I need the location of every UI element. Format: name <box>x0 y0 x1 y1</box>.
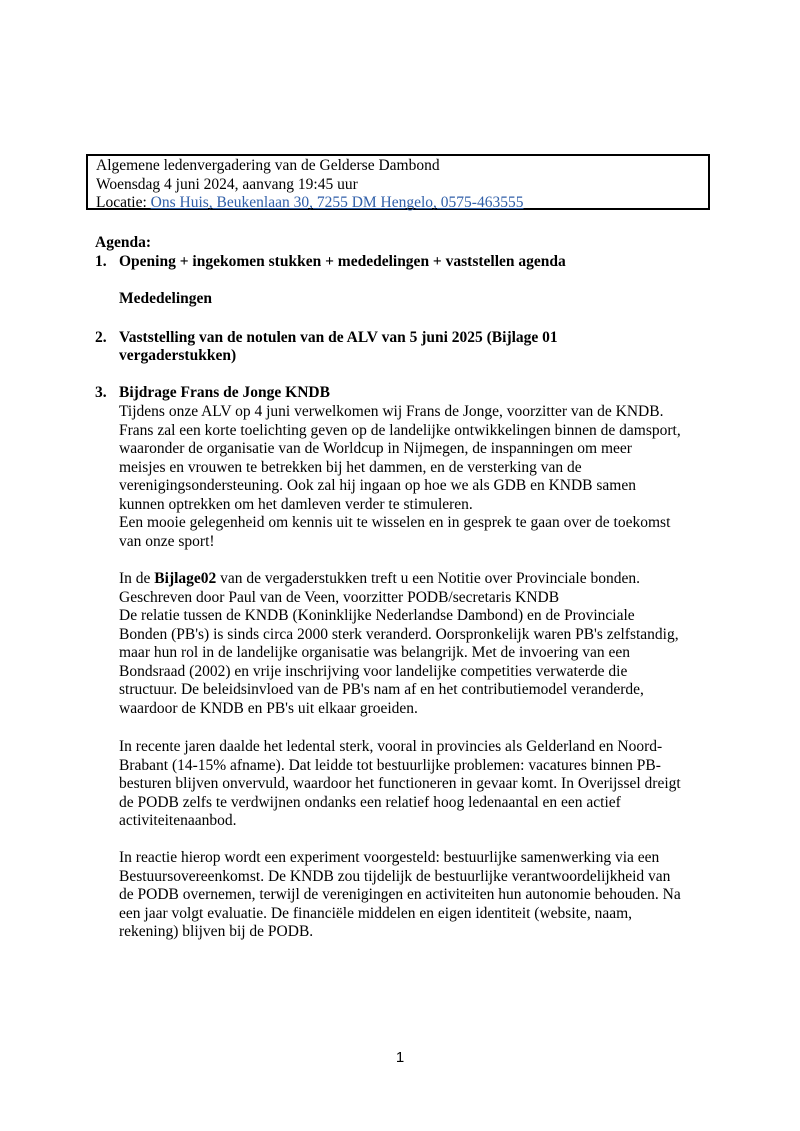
paragraph-line: De relatie tussen de KNDB (Koninklijke Nederlandse Dambond) en de Provinciale <box>119 607 635 624</box>
paragraph-line: Geschreven door Paul van de Veen, voorzitter PODB/secretaris KNDB <box>119 588 560 606</box>
paragraph-line: activiteitenaanbod. <box>119 812 237 829</box>
paragraph-ledental <box>119 738 719 831</box>
agenda-item-2-number: 2. <box>95 329 107 346</box>
paragraph-line: rekening) blijven bij de PODB. <box>119 923 314 940</box>
paragraph-line: kunnen optrekken om het damleven verder te stimuleren. <box>119 495 473 513</box>
agenda-item-1-number: 1. <box>95 253 107 270</box>
bijlage-reference: Bijlage02 <box>154 570 217 587</box>
paragraph-line <box>119 570 719 589</box>
paragraph-experiment <box>119 849 719 942</box>
meeting-location <box>96 194 708 213</box>
paragraph-line: Bonden (PB's) is sinds circa 2000 sterk veranderd. Oorspronkelijk waren PB's zelfstandig, <box>119 625 679 643</box>
meeting-title: Algemene ledenvergadering van de Gelderse Dambond <box>96 157 440 174</box>
paragraph-line: verenigingsondersteuning. Ook zal hij ingaan op hoe we als GDB en KNDB samen <box>119 477 636 494</box>
paragraph-line: Bondsraad (2002) en vrije inschrijving voor landelijke competities verwaterde die <box>119 662 628 680</box>
paragraph-line: de PODB overnemen, terwijl de verenigingen en activiteiten hun autonomie behouden. Na <box>119 886 681 903</box>
agenda-item-3 <box>95 384 330 403</box>
agenda-title: Agenda: <box>95 234 151 251</box>
paragraph-frans-de-jonge <box>119 403 719 551</box>
agenda-item-1-text: Opening + ingekomen stukken + mededelingen + vaststellen agenda <box>119 253 566 270</box>
paragraph-line: Bestuursovereenkomst. De KNDB zou tijdelijk de bestuurlijke verantwoordelijkheid van <box>119 867 671 885</box>
paragraph-line: meisjes en vrouwen te betrekken bij het dammen, en de versterking van de <box>119 458 582 476</box>
location-link[interactable]: Ons Huis, Beukenlaan 30, 7255 DM Hengelo, 0575-463555 <box>150 194 524 211</box>
paragraph-line: Brabant (14-15% afname). Dat leidde tot bestuurlijke problemen: vacatures binnen PB- <box>119 756 661 774</box>
paragraph-line: Tijdens onze ALV op 4 juni verwelkomen wij Frans de Jonge, voorzitter van de KNDB. <box>119 403 664 420</box>
bijlage-suffix: van de vergaderstukken treft u een Notitie over Provinciale bonden. <box>216 570 640 587</box>
paragraph-line: maar hun rol in de landelijke organisatie was belangrijk. Met de invoering van een <box>119 644 631 661</box>
meeting-date: Woensdag 4 juni 2024, aanvang 19:45 uur <box>96 175 358 193</box>
meeting-header-box <box>86 154 710 210</box>
location-label: Locatie: <box>96 194 151 211</box>
paragraph-line: van onze sport! <box>119 532 215 550</box>
agenda-item-3-number: 3. <box>95 384 107 401</box>
paragraph-line: besturen blijven onvervuld, waardoor het functioneren in gevaar komt. In Overijssel dreigt <box>119 775 681 792</box>
page-number: 1 <box>395 1049 405 1066</box>
paragraph-line: waardoor de KNDB en PB's uit elkaar groeiden. <box>119 699 418 717</box>
paragraph-line: Frans zal een korte toelichting geven op de landelijke ontwikkelingen binnen de damsport, <box>119 421 681 439</box>
agenda-item-2 <box>95 329 558 348</box>
agenda-item-3-text: Bijdrage Frans de Jonge KNDB <box>119 384 330 401</box>
bijlage-prefix: In de <box>119 570 155 587</box>
agenda-item-1 <box>95 253 566 272</box>
paragraph-line: een jaar volgt evaluatie. De financiële middelen en eigen identiteit (website, naam, <box>119 904 633 922</box>
agenda-item-2-line1: Vaststelling van de notulen van de ALV van 5 juni 2025 (Bijlage 01 <box>119 329 558 346</box>
paragraph-line: waaronder de organisatie van de Worldcup in Nijmegen, de inspanningen om meer <box>119 440 632 457</box>
paragraph-line: In reactie hierop wordt een experiment voorgesteld: bestuurlijke samenwerking via een <box>119 849 660 866</box>
paragraph-line: Een mooie gelegenheid om kennis uit te wisselen en in gesprek te gaan over de toekomst <box>119 514 671 531</box>
paragraph-line: In recente jaren daalde het ledental sterk, vooral in provincies als Gelderland en Noord- <box>119 738 663 755</box>
paragraph-line: de PODB zelfs te verdwijnen ondanks een relatief hoog ledenaantal en een actief <box>119 793 621 811</box>
mededelingen-heading: Mededelingen <box>119 290 212 307</box>
paragraph-bijlage02 <box>119 570 719 718</box>
paragraph-line: structuur. De beleidsinvloed van de PB's nam af en het contributiemodel veranderde, <box>119 681 644 698</box>
agenda-item-2-line2: vergaderstukken) <box>119 347 237 364</box>
